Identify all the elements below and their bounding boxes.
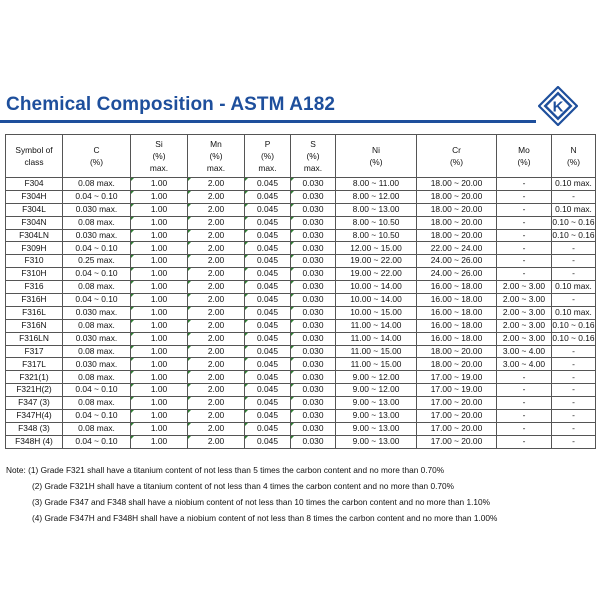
cell-chromium: 18.00 ~ 20.00 <box>417 178 497 191</box>
cell-phosphorus: 0.045 <box>245 384 291 397</box>
cell-phosphorus: 0.045 <box>245 281 291 294</box>
cell-silicon: 1.00 <box>131 294 188 307</box>
cell-carbon: 0.04 ~ 0.10 <box>63 410 131 423</box>
cell-manganese: 2.00 <box>188 397 245 410</box>
cell-molybdenum: 2.00 ~ 3.00 <box>497 319 552 332</box>
cell-silicon: 1.00 <box>131 242 188 255</box>
cell-nickel: 9.00 ~ 13.00 <box>336 435 417 448</box>
table-row <box>6 306 596 319</box>
cell-sulfur: 0.030 <box>291 422 336 435</box>
cell-manganese: 2.00 <box>188 435 245 448</box>
cell-nitrogen: 0.10 ~ 0.16 <box>552 319 596 332</box>
cell-chromium: 17.00 ~ 20.00 <box>417 410 497 423</box>
cell-symbol: F348 (3) <box>6 422 63 435</box>
cell-silicon: 1.00 <box>131 384 188 397</box>
column-header-line: max. <box>258 163 277 173</box>
column-header-line: S <box>310 139 316 149</box>
cell-sulfur: 0.030 <box>291 294 336 307</box>
cell-nickel: 12.00 ~ 15.00 <box>336 242 417 255</box>
cell-phosphorus: 0.045 <box>245 203 291 216</box>
table-row <box>6 422 596 435</box>
company-logo-icon <box>538 86 578 126</box>
cell-symbol: F304H <box>6 190 63 203</box>
cell-chromium: 18.00 ~ 20.00 <box>417 216 497 229</box>
cell-manganese: 2.00 <box>188 294 245 307</box>
cell-silicon: 1.00 <box>131 255 188 268</box>
cell-chromium: 16.00 ~ 18.00 <box>417 306 497 319</box>
cell-sulfur: 0.030 <box>291 242 336 255</box>
cell-manganese: 2.00 <box>188 268 245 281</box>
cell-carbon: 0.08 max. <box>63 422 131 435</box>
cell-molybdenum: 3.00 ~ 4.00 <box>497 345 552 358</box>
cell-symbol: F316L <box>6 306 63 319</box>
cell-nickel: 19.00 ~ 22.00 <box>336 268 417 281</box>
cell-symbol: F304 <box>6 178 63 191</box>
cell-chromium: 17.00 ~ 20.00 <box>417 397 497 410</box>
cell-chromium: 17.00 ~ 20.00 <box>417 435 497 448</box>
table-row <box>6 410 596 423</box>
cell-molybdenum: - <box>497 190 552 203</box>
cell-manganese: 2.00 <box>188 216 245 229</box>
cell-manganese: 2.00 <box>188 410 245 423</box>
cell-nitrogen: - <box>552 384 596 397</box>
column-header-line: (%) <box>260 151 275 161</box>
cell-silicon: 1.00 <box>131 216 188 229</box>
cell-nitrogen: - <box>552 255 596 268</box>
cell-phosphorus: 0.045 <box>245 229 291 242</box>
cell-symbol: F304LN <box>6 229 63 242</box>
column-header-line: (%) <box>449 157 464 167</box>
cell-molybdenum: 2.00 ~ 3.00 <box>497 306 552 319</box>
composition-table <box>5 134 596 449</box>
cell-nitrogen: - <box>552 435 596 448</box>
table-row <box>6 345 596 358</box>
table-row <box>6 190 596 203</box>
cell-nitrogen: - <box>552 358 596 371</box>
cell-nitrogen: 0.10 max. <box>552 306 596 319</box>
cell-molybdenum: - <box>497 384 552 397</box>
cell-symbol: F317L <box>6 358 63 371</box>
cell-phosphorus: 0.045 <box>245 294 291 307</box>
column-header-line: (%) <box>369 157 383 167</box>
cell-chromium: 17.00 ~ 20.00 <box>417 422 497 435</box>
cell-silicon: 1.00 <box>131 410 188 423</box>
cell-sulfur: 0.030 <box>291 306 336 319</box>
cell-nickel: 10.00 ~ 15.00 <box>336 306 417 319</box>
cell-symbol: F347 (3) <box>6 397 63 410</box>
logo-letter: K <box>552 98 564 116</box>
cell-sulfur: 0.030 <box>291 255 336 268</box>
cell-symbol: F348H (4) <box>6 435 63 448</box>
cell-nickel: 9.00 ~ 13.00 <box>336 397 417 410</box>
cell-silicon: 1.00 <box>131 397 188 410</box>
cell-manganese: 2.00 <box>188 345 245 358</box>
table-row <box>6 178 596 191</box>
cell-sulfur: 0.030 <box>291 358 336 371</box>
cell-nickel: 9.00 ~ 12.00 <box>336 384 417 397</box>
cell-nickel: 8.00 ~ 13.00 <box>336 203 417 216</box>
cell-symbol: F317 <box>6 345 63 358</box>
cell-nitrogen: 0.10 ~ 0.16 <box>552 332 596 345</box>
cell-phosphorus: 0.045 <box>245 306 291 319</box>
cell-phosphorus: 0.045 <box>245 422 291 435</box>
cell-sulfur: 0.030 <box>291 178 336 191</box>
cell-chromium: 16.00 ~ 18.00 <box>417 319 497 332</box>
column-header-line: Symbol of <box>15 145 53 155</box>
cell-symbol: F310 <box>6 255 63 268</box>
cell-nitrogen: - <box>552 397 596 410</box>
cell-silicon: 1.00 <box>131 358 188 371</box>
cell-carbon: 0.030 max. <box>63 203 131 216</box>
cell-chromium: 22.00 ~ 24.00 <box>417 242 497 255</box>
cell-carbon: 0.08 max. <box>63 281 131 294</box>
cell-nitrogen: - <box>552 190 596 203</box>
note-2: (2) Grade F321H shall have a titanium content of not less than 4 times the carbon content and no more than 0.70% <box>32 481 455 491</box>
cell-symbol: F310H <box>6 268 63 281</box>
column-header-symbol <box>6 135 63 178</box>
cell-silicon: 1.00 <box>131 178 188 191</box>
cell-phosphorus: 0.045 <box>245 319 291 332</box>
cell-chromium: 17.00 ~ 19.00 <box>417 371 497 384</box>
cell-manganese: 2.00 <box>188 332 245 345</box>
cell-nickel: 11.00 ~ 15.00 <box>336 345 417 358</box>
cell-carbon: 0.08 max. <box>63 397 131 410</box>
cell-silicon: 1.00 <box>131 345 188 358</box>
column-header-line: (%) <box>306 151 320 161</box>
cell-symbol: F304N <box>6 216 63 229</box>
cell-symbol: F321H(2) <box>6 384 63 397</box>
cell-chromium: 17.00 ~ 19.00 <box>417 384 497 397</box>
cell-nickel: 10.00 ~ 14.00 <box>336 294 417 307</box>
cell-manganese: 2.00 <box>188 229 245 242</box>
cell-nitrogen: - <box>552 268 596 281</box>
cell-nickel: 10.00 ~ 14.00 <box>336 281 417 294</box>
cell-sulfur: 0.030 <box>291 319 336 332</box>
cell-manganese: 2.00 <box>188 371 245 384</box>
title-underline <box>0 120 536 123</box>
table-row <box>6 281 596 294</box>
cell-manganese: 2.00 <box>188 203 245 216</box>
cell-sulfur: 0.030 <box>291 435 336 448</box>
cell-nickel: 11.00 ~ 14.00 <box>336 319 417 332</box>
column-header-line: C <box>93 145 100 155</box>
table-row <box>6 397 596 410</box>
cell-molybdenum: - <box>497 410 552 423</box>
cell-sulfur: 0.030 <box>291 190 336 203</box>
cell-symbol: F304L <box>6 203 63 216</box>
cell-sulfur: 0.030 <box>291 268 336 281</box>
table-row <box>6 203 596 216</box>
cell-molybdenum: - <box>497 371 552 384</box>
column-header-line: (%) <box>209 151 223 161</box>
cell-manganese: 2.00 <box>188 190 245 203</box>
cell-carbon: 0.04 ~ 0.10 <box>63 294 131 307</box>
cell-carbon: 0.030 max. <box>63 358 131 371</box>
cell-manganese: 2.00 <box>188 358 245 371</box>
cell-symbol: F316 <box>6 281 63 294</box>
cell-symbol: F316LN <box>6 332 63 345</box>
cell-molybdenum: 2.00 ~ 3.00 <box>497 281 552 294</box>
cell-symbol: F321(1) <box>6 371 63 384</box>
cell-phosphorus: 0.045 <box>245 345 291 358</box>
cell-manganese: 2.00 <box>188 242 245 255</box>
cell-chromium: 18.00 ~ 20.00 <box>417 190 497 203</box>
cell-phosphorus: 0.045 <box>245 410 291 423</box>
cell-sulfur: 0.030 <box>291 345 336 358</box>
cell-nitrogen: 0.10 max. <box>552 203 596 216</box>
table-row <box>6 319 596 332</box>
cell-phosphorus: 0.045 <box>245 268 291 281</box>
cell-sulfur: 0.030 <box>291 371 336 384</box>
column-header-phosphorus <box>245 135 291 178</box>
table-row <box>6 216 596 229</box>
column-header-chromium <box>417 135 497 178</box>
table-row <box>6 371 596 384</box>
cell-manganese: 2.00 <box>188 281 245 294</box>
cell-molybdenum: - <box>497 422 552 435</box>
table-row <box>6 332 596 345</box>
table-row <box>6 384 596 397</box>
cell-nitrogen: 0.10 max. <box>552 178 596 191</box>
table-row <box>6 268 596 281</box>
notes-section <box>6 462 596 526</box>
cell-molybdenum: 3.00 ~ 4.00 <box>497 358 552 371</box>
column-header-line: max. <box>303 163 323 173</box>
cell-chromium: 24.00 ~ 26.00 <box>417 255 497 268</box>
cell-chromium: 16.00 ~ 18.00 <box>417 281 497 294</box>
cell-silicon: 1.00 <box>131 319 188 332</box>
cell-sulfur: 0.030 <box>291 384 336 397</box>
cell-phosphorus: 0.045 <box>245 371 291 384</box>
cell-nitrogen: - <box>552 410 596 423</box>
cell-silicon: 1.00 <box>131 306 188 319</box>
table-row <box>6 435 596 448</box>
column-header-line: class <box>24 157 44 167</box>
table-body <box>6 178 596 449</box>
cell-nitrogen: 0.10 ~ 0.16 <box>552 216 596 229</box>
cell-silicon: 1.00 <box>131 422 188 435</box>
cell-phosphorus: 0.045 <box>245 178 291 191</box>
note-3: (3) Grade F347 and F348 shall have a niobium content of not less than 10 times the carbon content and no more than 1.10% <box>32 497 490 507</box>
cell-molybdenum: - <box>497 397 552 410</box>
cell-molybdenum: - <box>497 178 552 191</box>
cell-sulfur: 0.030 <box>291 229 336 242</box>
column-header-line: Si <box>155 139 163 149</box>
cell-nickel: 9.00 ~ 13.00 <box>336 410 417 423</box>
cell-silicon: 1.00 <box>131 268 188 281</box>
cell-symbol: F316N <box>6 319 63 332</box>
cell-nitrogen: - <box>552 242 596 255</box>
column-header-line: Mn <box>210 139 222 149</box>
cell-phosphorus: 0.045 <box>245 190 291 203</box>
column-header-carbon <box>63 135 131 178</box>
column-header-line: (%) <box>517 157 531 167</box>
cell-manganese: 2.00 <box>188 319 245 332</box>
cell-carbon: 0.08 max. <box>63 178 131 191</box>
cell-phosphorus: 0.045 <box>245 358 291 371</box>
cell-carbon: 0.030 max. <box>63 306 131 319</box>
cell-nickel: 8.00 ~ 12.00 <box>336 190 417 203</box>
cell-nitrogen: - <box>552 422 596 435</box>
column-header-line: (%) <box>89 157 104 167</box>
cell-silicon: 1.00 <box>131 203 188 216</box>
cell-carbon: 0.08 max. <box>63 216 131 229</box>
cell-chromium: 18.00 ~ 20.00 <box>417 345 497 358</box>
cell-chromium: 24.00 ~ 26.00 <box>417 268 497 281</box>
note-1: Note: (1) Grade F321 shall have a titanium content of not less than 5 times the carbon content and no more than 0.70% <box>6 465 445 475</box>
cell-manganese: 2.00 <box>188 422 245 435</box>
cell-molybdenum: - <box>497 216 552 229</box>
cell-chromium: 16.00 ~ 18.00 <box>417 294 497 307</box>
cell-manganese: 2.00 <box>188 255 245 268</box>
cell-silicon: 1.00 <box>131 229 188 242</box>
cell-symbol: F347H(4) <box>6 410 63 423</box>
cell-nitrogen: 0.10 ~ 0.16 <box>552 229 596 242</box>
cell-nitrogen: 0.10 max. <box>552 281 596 294</box>
cell-chromium: 18.00 ~ 20.00 <box>417 203 497 216</box>
cell-carbon: 0.04 ~ 0.10 <box>63 268 131 281</box>
cell-phosphorus: 0.045 <box>245 435 291 448</box>
note-4: (4) Grade F347H and F348H shall have a niobium content of not less than 8 times the carbon content and no more than 1.00% <box>32 513 498 523</box>
cell-silicon: 1.00 <box>131 281 188 294</box>
column-header-manganese <box>188 135 245 178</box>
page-title: Chemical Composition - ASTM A182 <box>6 94 336 115</box>
cell-molybdenum: 2.00 ~ 3.00 <box>497 332 552 345</box>
cell-molybdenum: 2.00 ~ 3.00 <box>497 294 552 307</box>
cell-phosphorus: 0.045 <box>245 216 291 229</box>
cell-sulfur: 0.030 <box>291 216 336 229</box>
cell-nickel: 11.00 ~ 14.00 <box>336 332 417 345</box>
cell-sulfur: 0.030 <box>291 397 336 410</box>
cell-carbon: 0.04 ~ 0.10 <box>63 190 131 203</box>
cell-silicon: 1.00 <box>131 371 188 384</box>
cell-carbon: 0.04 ~ 0.10 <box>63 242 131 255</box>
table-row <box>6 242 596 255</box>
page-header <box>0 86 600 130</box>
column-header-line: Cr <box>452 145 461 155</box>
column-header-silicon <box>131 135 188 178</box>
cell-carbon: 0.08 max. <box>63 345 131 358</box>
cell-chromium: 18.00 ~ 20.00 <box>417 358 497 371</box>
cell-symbol: F316H <box>6 294 63 307</box>
cell-molybdenum: - <box>497 242 552 255</box>
cell-chromium: 16.00 ~ 18.00 <box>417 332 497 345</box>
cell-phosphorus: 0.045 <box>245 332 291 345</box>
cell-silicon: 1.00 <box>131 332 188 345</box>
table-row <box>6 294 596 307</box>
cell-carbon: 0.030 max. <box>63 332 131 345</box>
cell-molybdenum: - <box>497 435 552 448</box>
column-header-molybdenum <box>497 135 552 178</box>
column-header-line: Mo <box>518 145 530 155</box>
cell-symbol: F309H <box>6 242 63 255</box>
table-header-row <box>6 135 596 178</box>
cell-nitrogen: - <box>552 294 596 307</box>
cell-molybdenum: - <box>497 203 552 216</box>
cell-nickel: 8.00 ~ 10.50 <box>336 216 417 229</box>
cell-carbon: 0.04 ~ 0.10 <box>63 435 131 448</box>
column-header-line: (%) <box>566 157 581 167</box>
column-header-nickel <box>336 135 417 178</box>
cell-carbon: 0.04 ~ 0.10 <box>63 384 131 397</box>
cell-molybdenum: - <box>497 229 552 242</box>
cell-carbon: 0.08 max. <box>63 319 131 332</box>
cell-sulfur: 0.030 <box>291 203 336 216</box>
column-header-nitrogen <box>552 135 596 178</box>
cell-nitrogen: - <box>552 371 596 384</box>
cell-sulfur: 0.030 <box>291 332 336 345</box>
cell-sulfur: 0.030 <box>291 410 336 423</box>
cell-nickel: 8.00 ~ 11.00 <box>336 178 417 191</box>
cell-nickel: 11.00 ~ 15.00 <box>336 358 417 371</box>
table-row <box>6 229 596 242</box>
cell-molybdenum: - <box>497 268 552 281</box>
cell-phosphorus: 0.045 <box>245 242 291 255</box>
cell-nitrogen: - <box>552 345 596 358</box>
cell-manganese: 2.00 <box>188 384 245 397</box>
cell-carbon: 0.25 max. <box>63 255 131 268</box>
column-header-line: P <box>264 139 271 149</box>
cell-phosphorus: 0.045 <box>245 397 291 410</box>
cell-silicon: 1.00 <box>131 190 188 203</box>
cell-silicon: 1.00 <box>131 435 188 448</box>
cell-nickel: 19.00 ~ 22.00 <box>336 255 417 268</box>
table-row <box>6 255 596 268</box>
cell-phosphorus: 0.045 <box>245 255 291 268</box>
table-row <box>6 358 596 371</box>
cell-carbon: 0.030 max. <box>63 229 131 242</box>
column-header-line: Ni <box>372 145 380 155</box>
column-header-line: max. <box>206 163 226 173</box>
cell-nickel: 9.00 ~ 12.00 <box>336 371 417 384</box>
cell-nickel: 8.00 ~ 10.50 <box>336 229 417 242</box>
cell-sulfur: 0.030 <box>291 281 336 294</box>
cell-nickel: 9.00 ~ 13.00 <box>336 422 417 435</box>
column-header-sulfur <box>291 135 336 178</box>
cell-manganese: 2.00 <box>188 306 245 319</box>
cell-carbon: 0.08 max. <box>63 371 131 384</box>
cell-manganese: 2.00 <box>188 178 245 191</box>
cell-chromium: 18.00 ~ 20.00 <box>417 229 497 242</box>
column-header-line: max. <box>149 163 169 173</box>
cell-molybdenum: - <box>497 255 552 268</box>
column-header-line: (%) <box>152 151 166 161</box>
column-header-line: N <box>570 145 577 155</box>
